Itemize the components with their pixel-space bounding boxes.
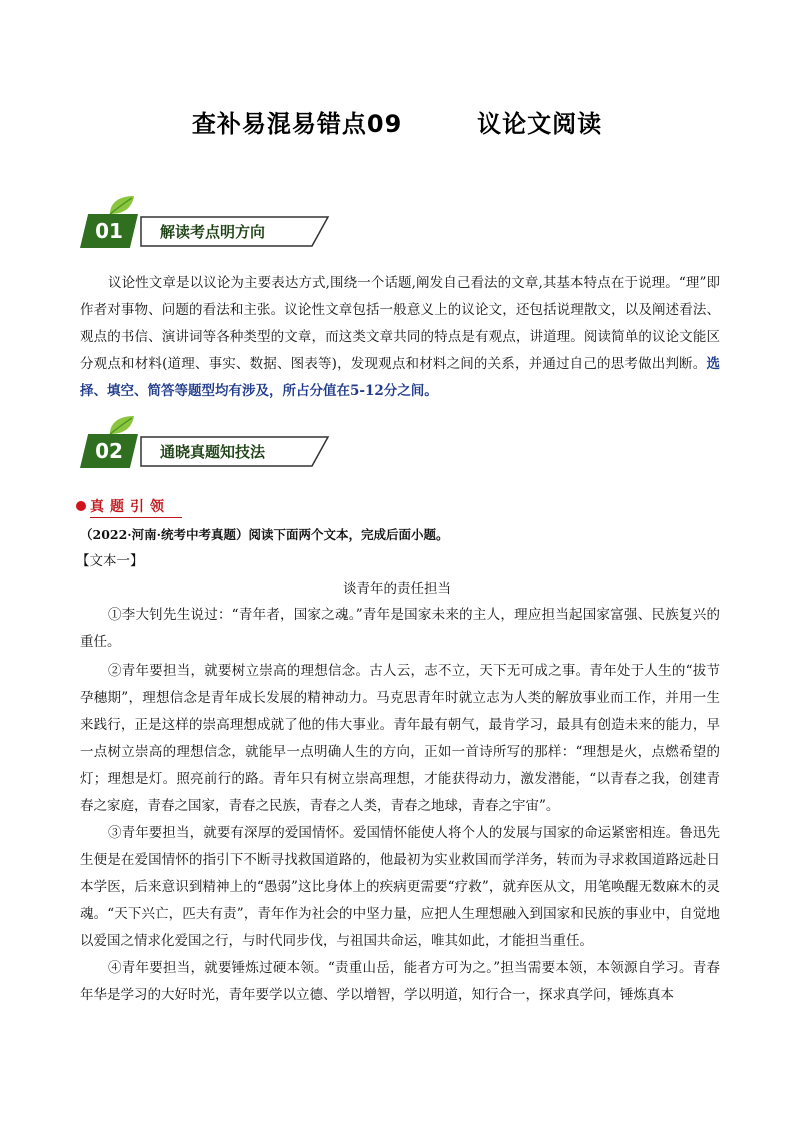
leaf-icon (106, 194, 136, 216)
section-header-01 (80, 200, 330, 244)
zhenti-heading (76, 496, 170, 518)
leaf-icon (106, 414, 136, 436)
article-paragraph: ②青年要担当，就要树立崇高的理想信念。古人云，志不立，天下无可成之事。青年处于人生的“拔节孕穗期”，理想信念是青年成长发展的精神动力。马克思青年时就立志为人类的解放事业而工作，并用一生来践行，正是这样的崇高理想成就了他的伟大事业。青年最有朝气，最肯学习，最具有创造未来的能力，早一点树立崇高的理想信念，就能早一点明确人生的方向，正如一首诗所写的那样：“理想是火，点燃希望的灯；理想是灯。照亮前行的路。青年只有树立崇高理想，才能获得动力，激发潜能，“以青春之我，创建青春之家庭，青春之国家，青春之民族，青春之人类，青春之地球，青春之宇宙”。 (80, 663, 720, 814)
article-paragraph: ③青年要担当，就要有深厚的爱国情怀。爱国情怀能使人将个人的发展与国家的命运紧密相连。鲁迅先生便是在爱国情怀的指引下不断寻找救国道路的，他最初为实业救国而学洋务，转而为寻求救国道路远赴日本学医，后来意识到精神上的“愚弱”这比身体上的疾病更需要“疗救”，就弃医从文，用笔唤醒无数麻木的灵魂。“天下兴亡，匹夫有责”，青年作为社会的中坚力量，应把人生理想融入到国家和民族的事业中，自觉地以爱国之情求化爱国之行，与时代同步伐，与祖国共命运，唯其如此，才能担当重任。 (80, 825, 720, 949)
intro-text: 议论性文章是以议论为主要表达方式,围绕一个话题,阐发自己看法的文章,其基本特点在于说理。“理”即作者对事物、问题的看法和主张。议论性文章包括一般意义上的议论文，还包括说理散文，以及阐述看法、观点的书信、演讲词等各种类型的文章，而这类文章共同的特点是有观点，讲道理。阅读简单的议论文能区分观点和材料(道理、事实、数据、图表等)，发现观点和材料之间的关系，并通过自己的思考做出判断。 (80, 275, 720, 372)
question-source: （2022·河南·统考中考真题）阅读下面两个文本，完成后面小题。 (80, 527, 449, 542)
article-paragraph: ①李大钊先生说过：“青年者，国家之魂。”青年是国家未来的主人，理应担当起国家富强、民族复兴的重任。 (80, 607, 720, 650)
article-paragraph: ④青年要担当，就要锤炼过硬本领。“责重山岳，能者方可为之。”担当需要本领，本领源自学习。青春年华是学习的大好时光，青年要学以立德、学以增智，学以明道，知行合一，探求真学问，锤炼真本 (80, 960, 720, 1003)
red-dot-icon (76, 501, 86, 511)
zhenti-underline (90, 517, 182, 518)
section-number: 02 (95, 439, 123, 463)
intro-emphasis: 选择、填空、简答等题型均有涉及，所占分值在5-12分之间。 (80, 356, 720, 399)
intro-paragraph (80, 270, 720, 405)
section-label: 解读考点明方向 (160, 223, 266, 241)
section-header-02 (80, 420, 330, 464)
section-number: 01 (95, 219, 123, 243)
text-label: 【文本一】 (76, 553, 144, 569)
article-title: 谈青年的责任担当 (343, 581, 451, 597)
section-label: 通晓真题知技法 (160, 443, 266, 461)
zhenti-label: 真题引领 (90, 499, 170, 515)
page-title: 查补易混易错点09 议论文阅读 (191, 110, 603, 138)
